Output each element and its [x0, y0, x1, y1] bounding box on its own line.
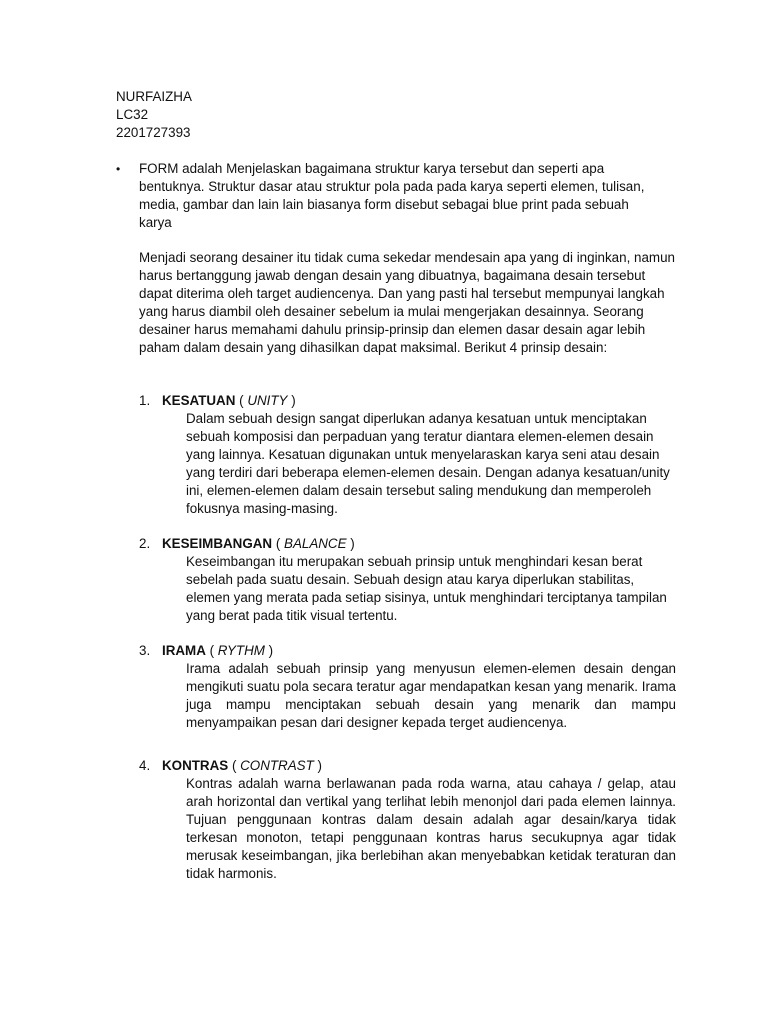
principle-title-group: [162, 757, 322, 775]
principle-body: Keseimbangan itu merupakan sebuah prinsip untuk menghindari kesan berat sebelah pada suatu desain. Sebuah design atau karya diperlukan stabilitas, elemen yang merata pada setiap sisinya, untuk menghindari terciptanya tampilan yang berat pada titik visual tertentu.: [186, 554, 667, 623]
principle-title-group: [162, 392, 296, 410]
principle-item-unity: [139, 392, 679, 518]
principle-english: UNITY: [247, 393, 288, 408]
principle-english: BALANCE: [284, 536, 347, 551]
intro-paragraph: Menjadi seorang desainer itu tidak cuma sekedar mendesain apa yang di inginkan, namun harus bertanggung jawab dengan desain yang dibuatnya, bagaimana desain tersebut dapat diterima oleh target audiencenya. Dan yang pasti hal tersebut mempunyai langkah yang harus diambil oleh desainer sebelum ia mulai mengerjakan desainnya. Seorang desainer harus memahami dahulu prinsip-prinsip dan elemen dasar desain agar lebih paham dalam desain yang dihasilkan dapat maksimal. Berikut 4 prinsip desain:: [139, 250, 675, 355]
form-bullet: [116, 160, 676, 232]
paren-open: (: [272, 536, 285, 551]
principle-number: 3.: [139, 643, 151, 658]
principle-item-rythm: [139, 642, 679, 732]
principle-english: CONTRAST: [240, 758, 314, 773]
principle-english: RYTHM: [217, 643, 265, 658]
principle-body: Dalam sebuah design sangat diperlukan adanya kesatuan untuk menciptakan sebuah komposisi dan perpaduan yang teratur diantara elemen-elemen desain yang lainnya. Kesatuan digunakan untuk menyelaraskan karya seni atau desain yang terdiri dari beberapa elemen-elemen desain. Dengan adanya kesatuan/unity ini, elemen-elemen dalam desain tersebut saling mendukung dan memperoleh fokusnya masing-masing.: [186, 411, 670, 516]
principle-title: KONTRAS: [162, 758, 229, 773]
principle-body: Irama adalah sebuah prinsip yang menyusun elemen-elemen desain dengan mengikuti suatu pola secara teratur agar mendapatkan kesan yang menarik. Irama juga mampu menciptakan sebuah desain yang menarik dan mampu menyampaikan pesan dari designer kepada terget audiencenya.: [186, 661, 676, 730]
principle-body: Kontras adalah warna berlawanan pada roda warna, atau cahaya / gelap, atau arah horizontal dan vertikal yang terlihat lebih menonjol dari pada elemen lainnya. Tujuan penggunaan kontras dalam desain adalah agar desain/karya tidak terkesan monoton, tetapi penggunaan kontras harus secukupnya agar tidak merusak keseimbangan, jika berlebihan akan menyebabkan ketidak teraturan dan tidak harmonis.: [186, 776, 676, 881]
principle-item-balance: [139, 535, 679, 625]
principle-heading: [139, 757, 679, 775]
author-header: [116, 88, 192, 142]
bullet-icon: •: [116, 162, 121, 176]
principle-title: KESEIMBANGAN: [162, 536, 273, 551]
paren-close: ): [264, 643, 274, 658]
paren-open: (: [228, 758, 241, 773]
form-definition: FORM adalah Menjelaskan bagaimana struktur karya tersebut dan seperti apa bentuknya. Struktur dasar atau struktur pola pada pada karya seperti elemen, tulisan, media, gambar dan lain lain biasanya form disebut sebagai blue print pada sebuah karya: [139, 161, 645, 230]
principle-item-contrast: [139, 757, 679, 883]
author-name: NURFAIZHA: [116, 89, 192, 104]
paren-close: ): [287, 393, 296, 408]
principle-title: KESATUAN: [162, 393, 236, 408]
principle-title-group: [162, 642, 273, 660]
paren-close: ): [346, 536, 355, 551]
paren-open: (: [235, 393, 248, 408]
principle-heading: [139, 642, 679, 660]
author-class: LC32: [116, 107, 149, 122]
principle-number: 2.: [139, 536, 151, 551]
principle-title: IRAMA: [162, 643, 206, 658]
paren-close: ): [313, 758, 322, 773]
author-id: 2201727393: [116, 125, 191, 140]
principle-title-group: [162, 535, 355, 553]
principle-number: 1.: [139, 393, 151, 408]
paren-open: (: [205, 643, 218, 658]
principle-number: 4.: [139, 758, 151, 773]
principle-heading: [139, 392, 679, 410]
principle-heading: [139, 535, 679, 553]
